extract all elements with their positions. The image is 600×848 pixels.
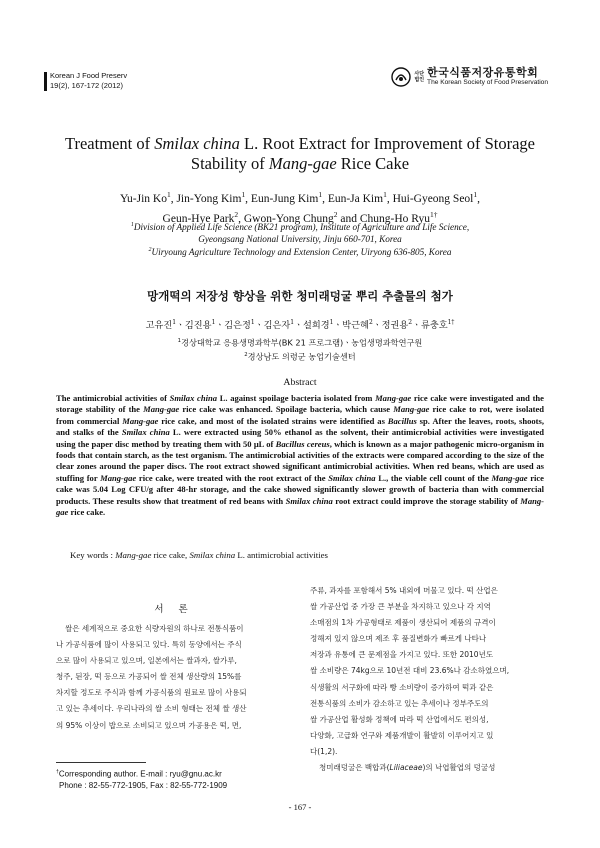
author-line-1: Yu-Jin Ko$^1$, Jin-Yong Kim$^1$, Eun-Jung Kim$^1$, Eun-Ja Kim$^1$, Hui-Gyeong Seol$^1$, (120, 190, 480, 205)
abstract-body: The antimicrobial activities of Smilax china L. against spoilage bacteria isolated from Mang-gae rice cake were investigated and the storage stability of the Mang-gae rice cake was enhanced. Spoilage bacteria, which cause Mang-gae rice cake to rot, were isolated from commercial Mang-gae rice cake, and most of the isolated strains were identified as Bacillus sp. After the leaves, roots, shoots, and stalks of the Smilax china L. were extracted using 50% ethanol as the solvent, their antimicrobial activities were investigated using the paper disc method by treating them with 50 μL of Bacillus cereus, which is known as a major pathogenic micro-organism in foods that contain starch, as the test organism. The antimicrobial activities of the extracts were compared according to the size of the clear zones around the paper discs. The root extract showed significant antimicrobial activities. When red beans, which are used as stuffing for Mang-gae rice cake, were treated with the root extract of the Smilax china L., the viable cell count of the Mang-gae rice cake was 5.04 Log CFU/g after 48-hr storage, and the cake showed significantly slower growth of bacteria than with commercial products. These results show that treatment of red beans with Smilax china root extract could improve the storage stability of Mang-gae rice cake. (56, 393, 544, 518)
page-number: - 167 - (288, 802, 312, 812)
paragraph-2: 청미래덩굴은 백합과(Liliaceae)의 낙엽활엽의 덩굴성 (319, 763, 496, 773)
society-corp-label: 사단 법인 (414, 70, 425, 83)
paper-title-ko: 망개떡의 저장성 향상을 위한 청미래덩굴 뿌리 추출물의 첨가 (147, 289, 453, 303)
affiliations-ko: $^1$경상대학교 응용생명과학부(BK 21 프로그램)ㆍ농업생명과학연구원 $^2$경상남도 의령군 농업기술센터 (177, 337, 423, 362)
section-heading-introduction: 서 론 (154, 604, 194, 615)
body-column-right: 주류, 과자를 포함해서 5% 내외에 머물고 있다. 떡 산업은 쌀 가공산업 중 가장 큰 부분을 차지하고 있으나 각 지역 소매점의 1차 가공형태로 제품이 생산되어 제품의 규격이 정해져 있지 않으며 제조 후 품질변화가 빠르게 나타나 저장과 유통에 큰 문제점을 가지고 있다. 또한 2010년도 쌀 소비량은 74kg으로 10년전 대비 23.6%나 감소하였으며, 식생활의 서구화에 따라 빵 소비량이 증가하여 떡과 같은 전통식품의 소비가 감소하고 있는 추세이나 정부주도의 쌀 가공산업 활성화 정책에 따라 떡 산업에서도 편의성, 다양화, 고급화 연구와 제품개발이 활발히 이루어지고 있 다(1,2). 청미래덩굴은 백합과(Liliaceae)의 낙엽활엽의 덩굴성 (310, 583, 546, 776)
corresponding-author-footnote: †Corresponding author. E-mail : ryu@gnu.ac.kr Phone : 82-55-772-1905, Fax : 82-55-772-1909 (56, 769, 228, 791)
author-list-ko: 고유진$^1$ㆍ김진용$^1$ㆍ김은정$^1$ㆍ김은자$^1$ㆍ설희경$^1$ㆍ박근혜$^2$ㆍ정권용$^2$ㆍ류충호$^{1\dagger}$ (145, 319, 455, 332)
author-line-2: Geun-Hye Park$^2$, Gwon-Yong Chung$^2$ and Chung-Ho Ryu$^{1\dagger}$ (162, 210, 438, 226)
journal-volume: 19(2), 167-172 (2012) (50, 81, 123, 90)
society-emblem-icon (391, 67, 411, 87)
society-logo (391, 66, 548, 87)
society-name-ko: 한국식품저장유통학회 (427, 66, 539, 79)
journal-citation (50, 71, 127, 91)
citation-bar (44, 72, 47, 91)
affiliations-en: $^1$Division of Applied Life Science (BK21 program), Institute of Agriculture and Life Science, Gyeongsang National University, Jinju 660-701, Korea $^2$Uiryoung Agriculture Technology and Extension Center, Uiryong 636-805, Korea (130, 222, 470, 258)
abstract-heading: Abstract (283, 377, 317, 388)
footnote-rule (56, 762, 146, 763)
journal-name: Korean J Food Preserv (50, 71, 128, 80)
keywords: Key words : Mang-gae rice cake, Smilax china L. antimicrobial activities (70, 550, 328, 560)
paper-title: Treatment of Smilax china L. Root Extract for Improvement of Storage Stability of Mang-gae Rice Cake (64, 134, 535, 173)
body-column-left: 쌀은 세계적으로 중요한 식량자원의 하나로 전통식품이 나 가공식품에 많이 사용되고 있다. 특히 동양에서는 주식 으로 많이 사용되고 있으며, 일본에서는 쌀과자, 쌀가루, 청주, 된장, 떡 등으로 가공되어 쌀 전체 생산량의 15%를 차지할 정도로 주식과 함께 가공식품의 원료로 많이 사용되 고 있는 추세이다. 우리나라의 쌀 소비 형태는 전체 쌀 생산 의 95% 이상이 밥으로 소비되고 있으며 가공용은 떡, 면, (56, 624, 247, 730)
society-name-en: The Korean Society of Food Preservation (427, 79, 548, 86)
